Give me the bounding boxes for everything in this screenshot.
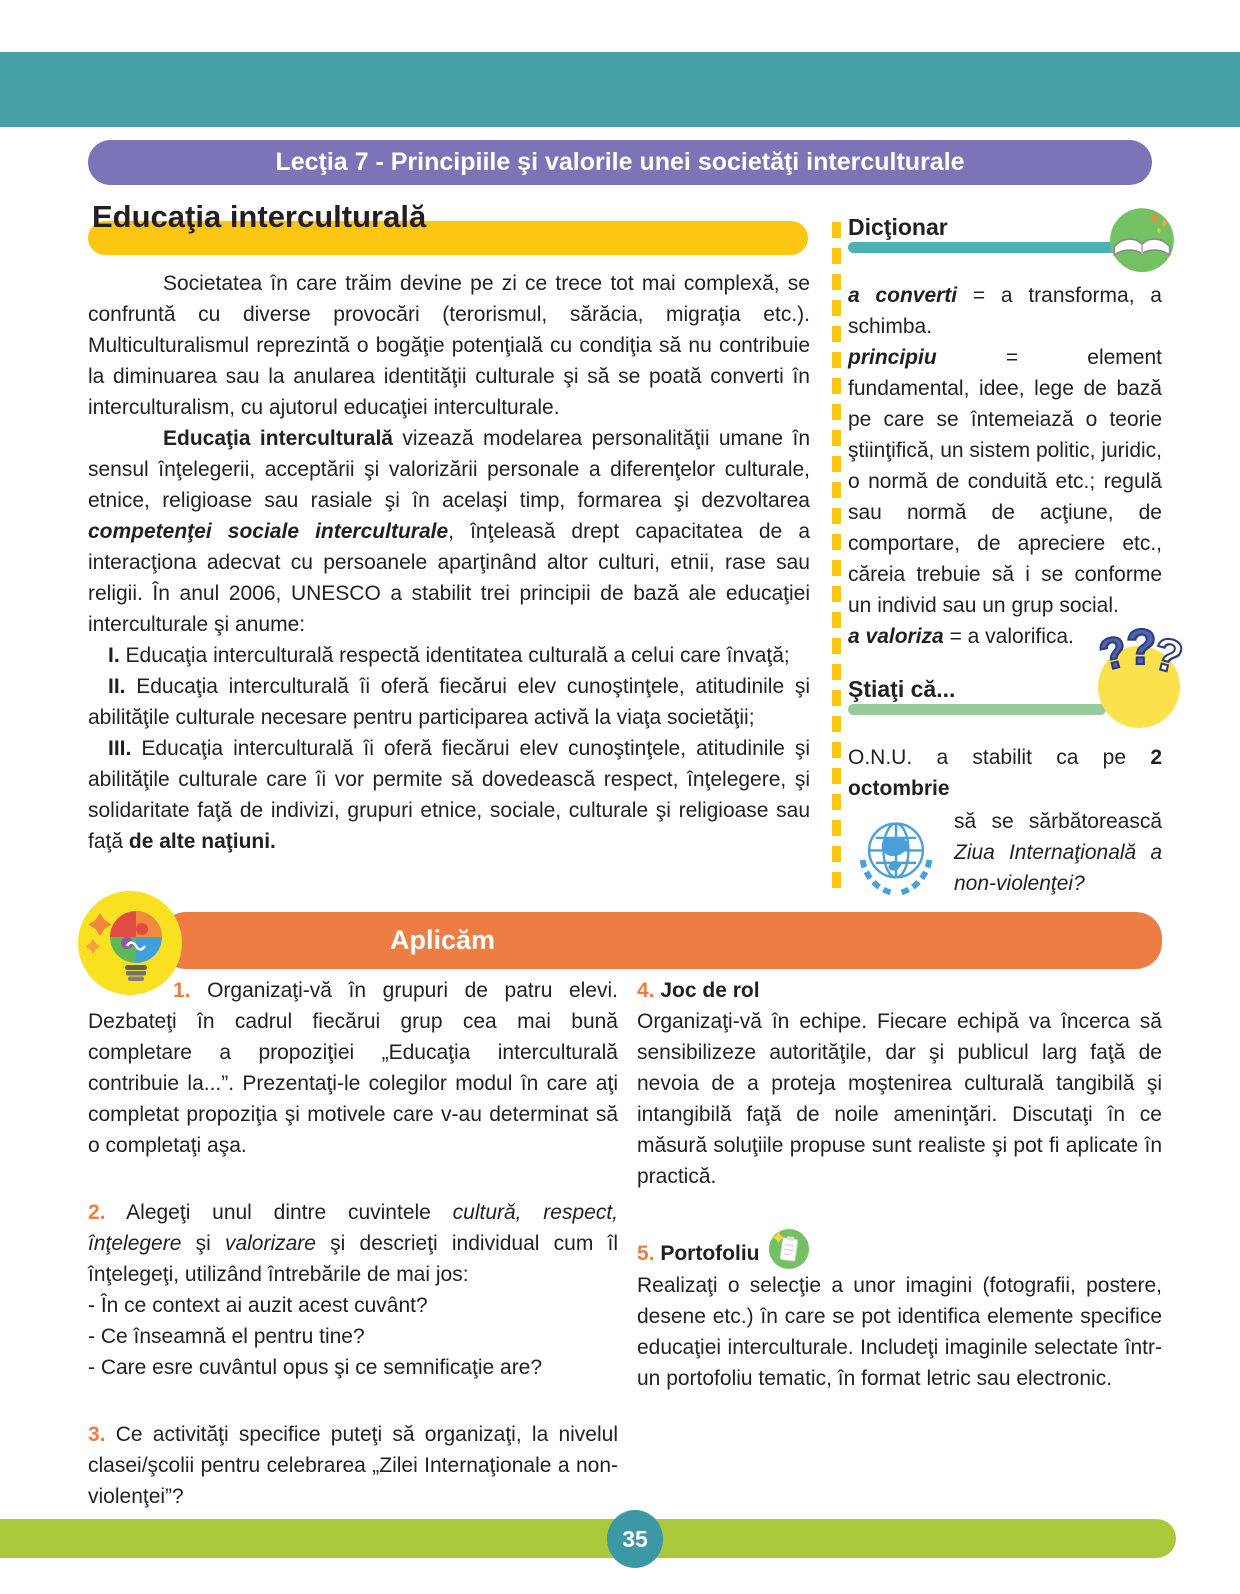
date-bold: 2 octombrie (848, 746, 1162, 800)
exercise-title: Portofoliu (654, 1242, 760, 1265)
did-you-know-text: să se sărbătorească Ziua Internaţională a non-violenţei? (954, 810, 1162, 895)
question-bullet: - Care esre cuvântul opus şi ce semnificaţie are? (88, 1356, 543, 1379)
did-you-know-heading: Ştiaţi că... (848, 676, 956, 702)
dashed-divider (832, 222, 841, 890)
footer-bar (0, 1519, 1176, 1558)
dictionary-term: a valoriza (848, 625, 944, 648)
article-body (88, 268, 810, 857)
lightbulb-icon (78, 891, 182, 995)
exercise-number: 1. (173, 979, 191, 1002)
exercise-number: 5. (637, 1242, 655, 1265)
un-logo-icon (848, 812, 944, 908)
page-number: 35 (622, 1525, 648, 1552)
principle-item-1: I. Educaţia interculturală respectă identitatea culturală a celui care învaţă; (108, 644, 790, 667)
question-marks-icon: ? ? ? (1098, 646, 1180, 728)
dictionary-definition: = a valorifica. (943, 625, 1074, 648)
dictionary-entry (848, 342, 1162, 621)
dictionary-entry (848, 280, 1162, 342)
dictionary-heading: Dicţionar (848, 214, 948, 240)
exercises-left-column (88, 975, 618, 1548)
principle-numeral: II. (108, 675, 126, 698)
principle-numeral: I. (108, 644, 120, 667)
question-bullet: - Ce înseamnă el pentru tine? (88, 1325, 365, 1348)
keyword-emphasis: competenţei sociale interculturale (88, 520, 449, 543)
lesson-banner (88, 140, 1152, 185)
principle-numeral: III. (108, 737, 132, 760)
exercise-number: 2. (88, 1201, 106, 1224)
exercise-4: 4. Joc de rol Organizaţi-vă în echipe. Fiecare echipă va încerca să sensibilizeze autorităţile, dar şi publicul larg faţă de nevoia de a proteja moştenirea culturală tangibilă şi intangibilă faţă de noile ameninţări. Discutaţi în ce măsură soluţiile propuse sunt realiste şi pot fi aplicate în practică. (637, 979, 1162, 1188)
exercise-number: 4. (637, 979, 655, 1002)
event-name-italic: Ziua Internaţională a non-violenţei (954, 841, 1162, 895)
dictionary-definition: = element fundamental, idee, lege de bază pe care se întemeiază o teorie ştiinţifică, un sistem politic, juridic, o normă de conduită etc.; regulă sau normă de acţiune, de comportare, de apreciere etc., căreia trebuie să i se conforme un individ sau un grup social. (848, 346, 1162, 617)
portfolio-clipboard-icon (768, 1228, 810, 1270)
principle-item-2: II. Educaţia interculturală îi oferă fiecărui elev cunoştinţele, atitudinile şi abilităţile culturale necesare pentru participarea activă la viaţa societăţii; (88, 675, 810, 729)
exercise-1: 1. Organizaţi-vă în grupuri de patru elevi. Dezbateţi în cadrul fiecărui grup cea mai bună completare a propoziţiei „Educaţia interculturală contribuie la...”. Prezentaţi-le colegilor modul în care aţi completat propoziţia şi motivele care v-au determinat să o completaţi aşa. (88, 979, 618, 1157)
dictionary-term: principiu (848, 346, 937, 369)
exercise-5: 5. Portofoliu Realizaţi o selecţie a unor imagini (fotografii, postere, desene etc.) în care se pot identifica elemente specifice educaţiei interculturale. Includeţi imaginile selectate într-un portofoliu tematic, în format letric sau electronic. (637, 1228, 1162, 1394)
dictionary-definition: = a transforma, a schimba. (848, 284, 1162, 338)
page-number-badge (607, 1510, 663, 1568)
exercises-right-column (637, 975, 1162, 1430)
principle-item-3: III. Educaţia interculturală îi oferă fiecărui elev cunoştinţele, atitudinile şi abilităţile culturale care îi vor permite să dovedească respect, înţelegere, şi solidaritate faţă de indivizi, grupuri etnice, sociale, culturale şi religioase sau faţă de alte naţiuni. (88, 737, 810, 853)
exercise-3: 3. Ce activităţi specifice puteţi să organizaţi, la nivelul clasei/şcolii pentru celebrarea „Zilei Internaţionale a non-violenţei”? (88, 1423, 618, 1508)
definition-paragraph: Educaţia interculturală vizează modelarea personalităţii umane în sensul înţelegerii, acceptării şi valorizării personale a diferenţelor culturale, etnice, religioase sau rasiale şi în acelaşi timp, formarea şi dezvoltarea competenţei sociale interculturale, înţeleasă drept capacitatea de a interacţiona adecvat cu persoanele aparţinând altor culturi, etnii, rase sau religii. În anul 2006, UNESCO a stabilit trei principii de bază ale educaţiei interculturale şi anume: (88, 427, 810, 636)
did-you-know-body (848, 806, 1162, 908)
exercise-title: Joc de rol (654, 979, 760, 1002)
did-you-know-underline (848, 704, 1106, 715)
intro-paragraph: Societatea în care trăim devine pe zi ce trece tot mai complexă, se confruntă cu diverse provocări (terorismul, sărăcia, migraţia etc.). Multiculturalismul reprezintă o bogăţie potenţială cu condiţia să nu contribuie la diminuarea sau la anularea identităţii culturale şi să se poată converti în interculturalism, cu ajutorul educaţiei interculturale. (88, 272, 810, 419)
question-bullet: - În ce context ai auzit acest cuvânt? (88, 1294, 428, 1317)
exercise-number: 3. (88, 1423, 106, 1446)
apply-banner (160, 912, 1162, 969)
apply-heading: Aplicăm (390, 925, 496, 955)
sidebar (848, 212, 1189, 908)
top-teal-bar (0, 52, 1240, 127)
open-book-icon (1108, 204, 1176, 272)
keyword-bold: Educaţia interculturală (163, 427, 393, 450)
lesson-title: Lecţia 7 - Principiile şi valorile unei societăţi interculturale (275, 148, 965, 176)
exercise-2: 2. Alegeţi unul dintre cuvintele cultură, respect, înţelegere şi valorizare şi descrieţi individual cum îl înţelegeţi, utilizând întrebările de mai jos: - În ce context ai auzit acest cuvânt? - Ce înseamnă el pentru tine? - Care esre cuvântul opus şi ce semnificaţie are? (88, 1197, 618, 1383)
article-title: Educaţia interculturală (92, 199, 427, 234)
dictionary-underline (848, 242, 1120, 253)
dictionary-heading-block (848, 212, 1162, 254)
dictionary-term: a converti (848, 284, 958, 307)
did-you-know-lead: O.N.U. a stabilit ca pe 2 octombrie (848, 746, 1162, 800)
